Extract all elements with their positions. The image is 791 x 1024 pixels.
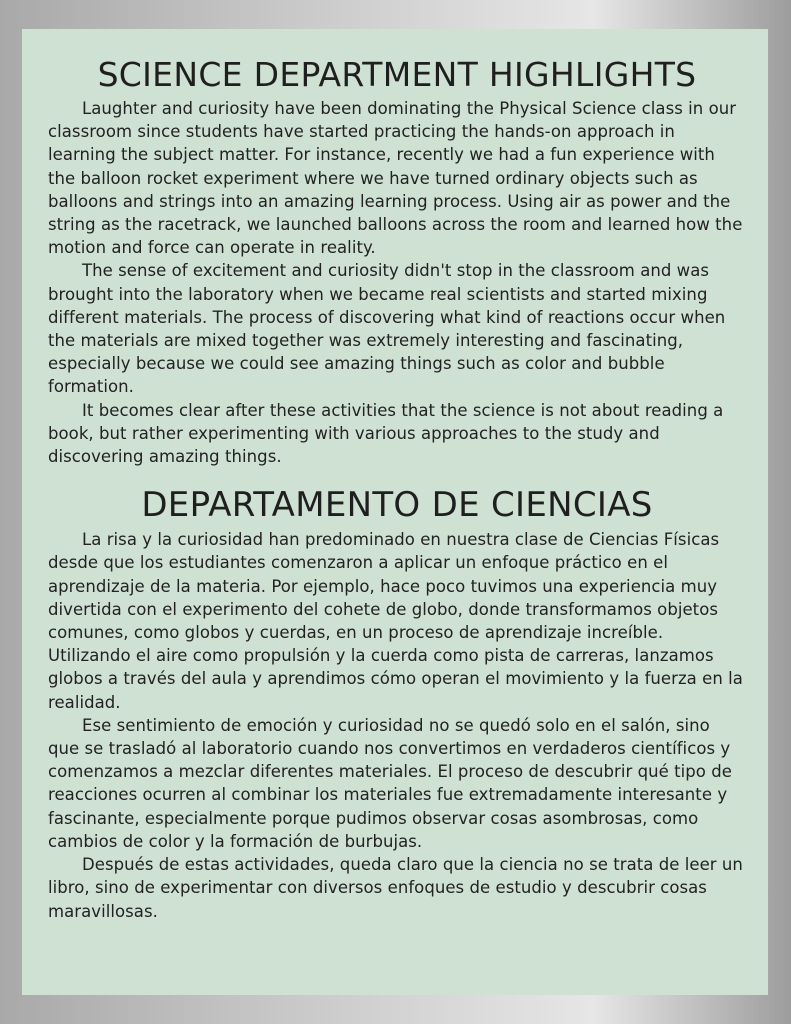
english-paragraph: It becomes clear after these activities that the science is not about reading a book, but rather experimenting with various approaches to the study and discovering amazing things. — [48, 400, 724, 467]
spanish-paragraph: Después de estas actividades, queda claro que la ciencia no se trata de leer un libro, sino de experimentar con diversos enfoques de estudio y descubrir cosas maravillosas. — [48, 855, 743, 921]
spanish-paragraph: La risa y la curiosidad han predominado en nuestra clase de Ciencias Físicas desde que los estudiantes comenzaron a aplicar un enfoque práctico en el aprendizaje de la materia. Por ejemplo, hace poco tuvimos una experiencia muy divertida con el experimento del cohete de globo, donde transformamos objetos comunes, como globos y cuerdas, en un proceso de aprendizaje increíble. Utilizando el aire como propulsión y la cuerda como pista de carreras, lanzamos globos a través del aula y aprendimos cómo operan el movimiento y la fuerza en la realidad. — [48, 530, 743, 712]
english-title: SCIENCE DEPARTMENT HIGHLIGHTS — [97, 55, 697, 94]
spanish-paragraph: Ese sentimiento de emoción y curiosidad no se quedó solo en el salón, sino que se trasladó al laboratorio cuando nos convertimos en verdaderos científicos y comenzamos a mezclar diferentes materiales. El proceso de descubrir qué tipo de reacciones ocurren al combinar los materiales fue extremadamente interesante y fascinante, especialmente porque pudimos observar cosas asombrosas, como cambios de color y la formación de burbujas. — [48, 715, 732, 851]
newsletter-card — [22, 29, 768, 995]
english-paragraph: The sense of excitement and curiosity didn't stop in the classroom and was brought into the laboratory when we became real scientists and started mixing different materials. The process of discovering what kind of reactions occur when the materials are mixed together was extremely interesting and fascinating, especially because we could see amazing things such as color and bubble formation. — [48, 261, 726, 397]
english-body — [48, 97, 746, 468]
spanish-body — [48, 528, 746, 922]
english-paragraph: Laughter and curiosity have been dominating the Physical Science class in our classroom since students have started practicing the hands-on approach in learning the subject matter. For instance, recently we had a fun experience with the balloon rocket experiment where we have turned ordinary objects such as balloons and strings into an amazing learning process. Using air as power and the string as the racetrack, we launched balloons across the room and learned how the motion and force can operate in reality. — [48, 99, 743, 258]
spanish-title: DEPARTAMENTO DE CIENCIAS — [141, 485, 653, 526]
